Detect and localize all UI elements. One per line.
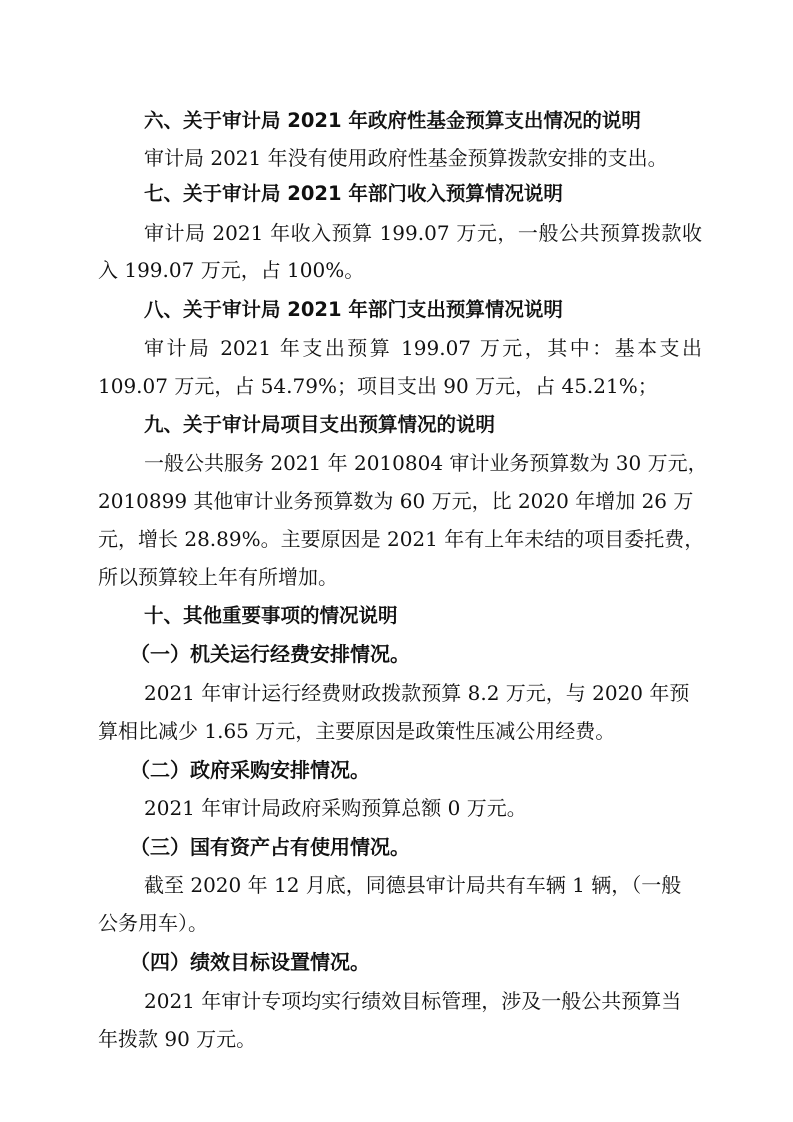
paragraph-line: 2021 年审计局政府采购预算总额 0 万元。 (144, 796, 527, 820)
paragraph-line: 2021 年审计专项均实行绩效目标管理，涉及一般公共预算当 (144, 989, 682, 1013)
paragraph-line: 一般公共服务 2021 年 2010804 审计业务预算数为 30 万元， (144, 451, 708, 475)
section-heading-6: 六、关于审计局 2021 年政府性基金预算支出情况的说明 (144, 109, 641, 132)
paragraph-line: 审计局 2021 年支出预算 199.07 万元，其中：基本支出 (144, 336, 702, 360)
paragraph-line: 所以预算较上年有所增加。 (98, 565, 338, 589)
paragraph-line: 截至 2020 年 12 月底，同德县审计局共有车辆 1 辆，（一般 (144, 873, 682, 897)
section-heading-7: 七、关于审计局 2021 年部门收入预算情况说明 (144, 182, 563, 205)
paragraph-line: 109.07 万元，占 54.79%；项目支出 90 万元，占 45.21%； (98, 374, 658, 398)
section-heading-8: 八、关于审计局 2021 年部门支出预算情况说明 (144, 298, 563, 321)
paragraph-line: 2021 年审计运行经费财政拨款预算 8.2 万元，与 2020 年预 (144, 681, 690, 705)
section-heading-9: 九、关于审计局项目支出预算情况的说明 (144, 413, 496, 436)
paragraph-line: 年拨款 90 万元。 (98, 1027, 257, 1051)
subsection-heading-2: （二）政府采购安排情况。 (130, 758, 370, 782)
paragraph-line: 公务用车）。 (98, 911, 208, 935)
paragraph-line: 算相比减少 1.65 万元，主要原因是政策性压减公用经费。 (98, 719, 616, 743)
paragraph-line: 元，增长 28.89%。主要原因是 2021 年有上年未结的项目委托费， (98, 527, 705, 551)
paragraph-line: 2010899 其他审计业务预算数为 60 万元，比 2020 年增加 26 万 (98, 489, 694, 513)
subsection-heading-1: （一）机关运行经费安排情况。 (130, 642, 410, 666)
paragraph-line: 入 199.07 万元，占 100%。 (98, 258, 365, 282)
subsection-heading-4: （四）绩效目标设置情况。 (130, 950, 370, 974)
paragraph-line: 审计局 2021 年收入预算 199.07 万元，一般公共预算拨款收 (144, 221, 702, 245)
subsection-heading-3: （三）国有资产占有使用情况。 (130, 835, 410, 859)
section-heading-10: 十、其他重要事项的情况说明 (144, 604, 398, 627)
paragraph-line: 审计局 2021 年没有使用政府性基金预算拨款安排的支出。 (144, 146, 668, 170)
